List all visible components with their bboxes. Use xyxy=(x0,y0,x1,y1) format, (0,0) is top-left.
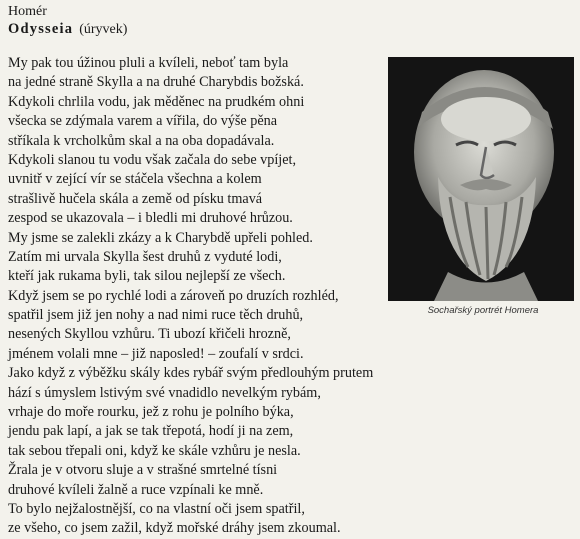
work-subtitle: (úryvek) xyxy=(79,22,128,37)
poem-line: jménem volali mne – již naposled! – zoufalí v srdci. xyxy=(8,345,304,362)
poem-line: spatřil jsem již jen nohy a nad nimi ruce těch druhů, xyxy=(8,307,304,324)
poem-line: zespod se ukazovala – i bledli mi druhové hrůzou. xyxy=(8,210,293,227)
poem-line: na jedné straně Skylla a na druhé Charybdis božská. xyxy=(8,74,304,91)
work-title-line xyxy=(8,20,127,39)
poem-line: stříkala k vrcholkům skal a na oba dopadávala. xyxy=(8,132,275,149)
poem-line: jendu pak lapí, a jak se tak třepotá, hodí ji na zem, xyxy=(8,423,294,440)
author-name: Homér xyxy=(8,4,47,19)
poem-line: ze všeho, co jsem zažil, když mořské dráhy jsem zkoumal. xyxy=(8,520,341,537)
homer-bust-image xyxy=(388,57,574,301)
poem-line: nesených Skyllou vzhůru. Ti ubozí křičeli hrozně, xyxy=(8,326,291,343)
poem-line: Žrala je v otvoru sluje a v strašné smrtelné tísni xyxy=(8,462,278,479)
poem-line: hází s úmyslem lstivým své vnadidlo nevelkým rybám, xyxy=(8,384,321,401)
poem-line: uvnitř v zející vír se stáčela všechna a kolem xyxy=(8,171,262,188)
poem-line: všecka se zdýmala varem a vířila, do výše pěna xyxy=(8,113,278,130)
poem-text xyxy=(8,54,400,539)
poem-line: Když jsem se po rychlé lodi a zároveň po druzích rozhléd, xyxy=(8,287,339,304)
poem-line: My pak tou úžinou pluli a kvíleli, neboť tam byla xyxy=(8,55,289,71)
poem-line: Kdykoli chrlila vodu, jak měděnec na prudkém ohni xyxy=(8,93,305,110)
poem-line: kteří jak rukama byli, tak silou nejlepší ze všech. xyxy=(8,268,286,285)
poem-line: To bylo nejžalostnější, co na vlastní oči jsem spatřil, xyxy=(8,500,305,517)
poem-line: strašlivě hučela skála a země od písku tmavá xyxy=(8,190,263,207)
poem-line: Zatím mi urvala Skylla šest druhů z vyduté lodi, xyxy=(8,248,282,265)
poem-line: My jsme se zalekli zkázy a k Charybdě upřeli pohled. xyxy=(8,229,313,246)
poem-line: tak sebou třepali oni, když ke skále vzhůru je nesla. xyxy=(8,442,301,459)
poem-line: Kdykoli slanou tu vodu však začala do sebe vpíjet, xyxy=(8,151,297,168)
poem-line: vrhaje do moře rourku, jež z rohu je polního býka, xyxy=(8,404,294,421)
poem-line: druhové kvíleli žalně a ruce vzpínali ke mně. xyxy=(8,481,264,498)
portrait-caption: Sochařský portrét Homera xyxy=(427,305,539,316)
poem-line: Jako když z výběžku skály kdes rybář svým předlouhým prutem xyxy=(8,365,374,382)
work-title: Odysseia xyxy=(8,21,74,37)
